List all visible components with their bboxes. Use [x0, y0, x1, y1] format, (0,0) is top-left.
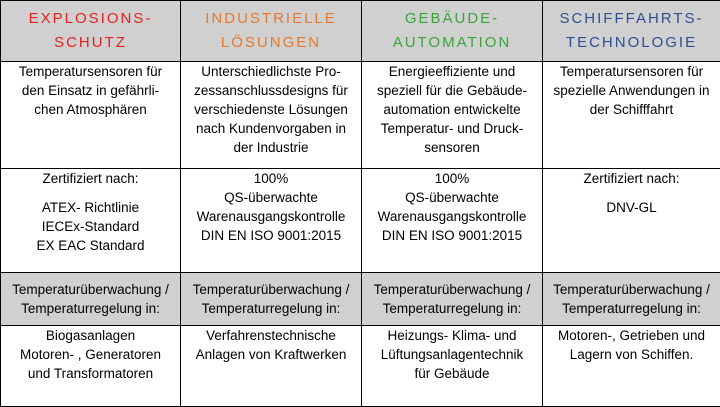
description-line: Energieeffiziente und: [388, 63, 516, 79]
description-line: Temperatur- und Druck-: [380, 120, 524, 136]
certification-row: [1, 168, 720, 272]
header-cell-industrielle-loesungen: [181, 1, 362, 62]
description-line: speziell für die Gebäude-: [376, 82, 528, 98]
certification-intro: Zertifiziert nach:: [583, 170, 680, 186]
description-line: chen Atmosphären: [34, 101, 147, 117]
description-line: Temperatursensoren für: [18, 63, 163, 79]
description-line: der Schifffahrt: [589, 101, 674, 117]
certification-line: DIN EN ISO 9001:2015: [381, 227, 523, 243]
header-row: [1, 1, 720, 62]
application-line: Anlagen von Kraftwerken: [195, 346, 347, 362]
certification-line: 100%: [434, 170, 470, 186]
description-line: nach Kundenvorgaben in: [195, 120, 347, 136]
certification-cell: [543, 168, 720, 272]
description-line: verschiedenste Lösungen: [194, 101, 348, 117]
regulation-line: Temperaturüberwachung /: [192, 281, 350, 297]
regulation-line: Temperaturüberwachung /: [553, 281, 710, 297]
certification-cell: [181, 168, 362, 272]
regulation-line: Temperaturregelung in:: [201, 300, 341, 316]
header-cell-gebaeudeautomation: [362, 1, 543, 62]
certification-line: QS-überwachte: [224, 189, 318, 205]
regulation-line: Temperaturregelung in:: [382, 300, 522, 316]
regulation-cell: [543, 273, 720, 326]
applications-cell: [543, 325, 720, 406]
description-cell: [543, 61, 720, 168]
application-line: Biogasanlagen: [45, 327, 136, 343]
header-line: GEBÄUDE-: [404, 9, 500, 27]
regulation-line: Temperaturregelung in:: [562, 300, 701, 316]
application-line: Motoren- , Generatoren: [19, 346, 162, 362]
regulation-cell: [181, 273, 362, 326]
description-line: sensoren: [424, 139, 480, 155]
application-line: für Gebäude: [414, 365, 490, 381]
header-line: AUTOMATION: [392, 33, 512, 51]
application-line: Lüftungsanlagentechnik: [380, 346, 524, 362]
regulation-cell: [1, 273, 181, 326]
description-line: automation entwickelte: [383, 101, 521, 117]
description-cell: [181, 61, 362, 168]
applications-cell: [181, 325, 362, 406]
certification-line: DIN EN ISO 9001:2015: [200, 227, 342, 243]
regulation-header-row: [1, 273, 720, 326]
spacer: [549, 188, 714, 198]
regulation-cell: [362, 273, 543, 326]
application-line: Verfahrenstechnische: [206, 327, 336, 343]
applications-cell: [1, 325, 181, 406]
certification-line: EX EAC Standard: [36, 237, 145, 253]
applications-cell: [362, 325, 543, 406]
header-cell-schifffahrtstechnologie: [543, 1, 720, 62]
description-line: Unterschiedlichste Pro-: [201, 63, 341, 79]
description-line: Temperatursensoren für: [559, 63, 704, 79]
certification-line: IECEx-Standard: [41, 218, 140, 234]
description-line: spezielle Anwendungen in: [553, 82, 710, 98]
header-line: TECHNOLOGIE: [565, 33, 698, 51]
header-line: SCHUTZ: [54, 33, 127, 51]
header-line: SCHIFFFAHRTS-: [559, 9, 704, 27]
certification-line: ATEX- Richtlinie: [41, 199, 140, 215]
description-line: zessanschlussdesigns für: [194, 82, 348, 98]
description-line: den Einsatz in gefährli-: [21, 82, 160, 98]
application-line: Heizungs- Klima- und: [387, 327, 517, 343]
applications-row: [1, 325, 720, 406]
certification-line: Warenausgangskontrolle: [196, 208, 346, 224]
description-row: [1, 61, 720, 168]
header-line: EXPLOSIONS-: [28, 9, 153, 27]
certification-line: 100%: [253, 170, 289, 186]
description-cell: [362, 61, 543, 168]
header-line: LÖSUNGEN: [220, 33, 322, 51]
regulation-line: Temperaturüberwachung /: [373, 281, 531, 297]
description-cell: [1, 61, 181, 168]
header-line: INDUSTRIELLE: [205, 9, 337, 27]
certification-intro: Zertifiziert nach:: [42, 170, 139, 186]
description-line: der Industrie: [233, 139, 309, 155]
certification-line: QS-überwachte: [405, 189, 499, 205]
application-line: Lagern von Schiffen.: [569, 346, 694, 362]
regulation-line: Temperaturregelung in:: [21, 300, 160, 316]
spacer: [7, 188, 174, 198]
certification-cell: [1, 168, 181, 272]
certification-cell: [362, 168, 543, 272]
regulation-line: Temperaturüberwachung /: [12, 281, 169, 297]
header-cell-explosionsschutz: [1, 1, 181, 62]
certification-line: Warenausgangskontrolle: [377, 208, 527, 224]
application-line: und Transformatoren: [27, 365, 154, 381]
certification-line: DNV-GL: [606, 199, 657, 215]
application-line: Motoren-, Getrieben und: [557, 327, 706, 343]
